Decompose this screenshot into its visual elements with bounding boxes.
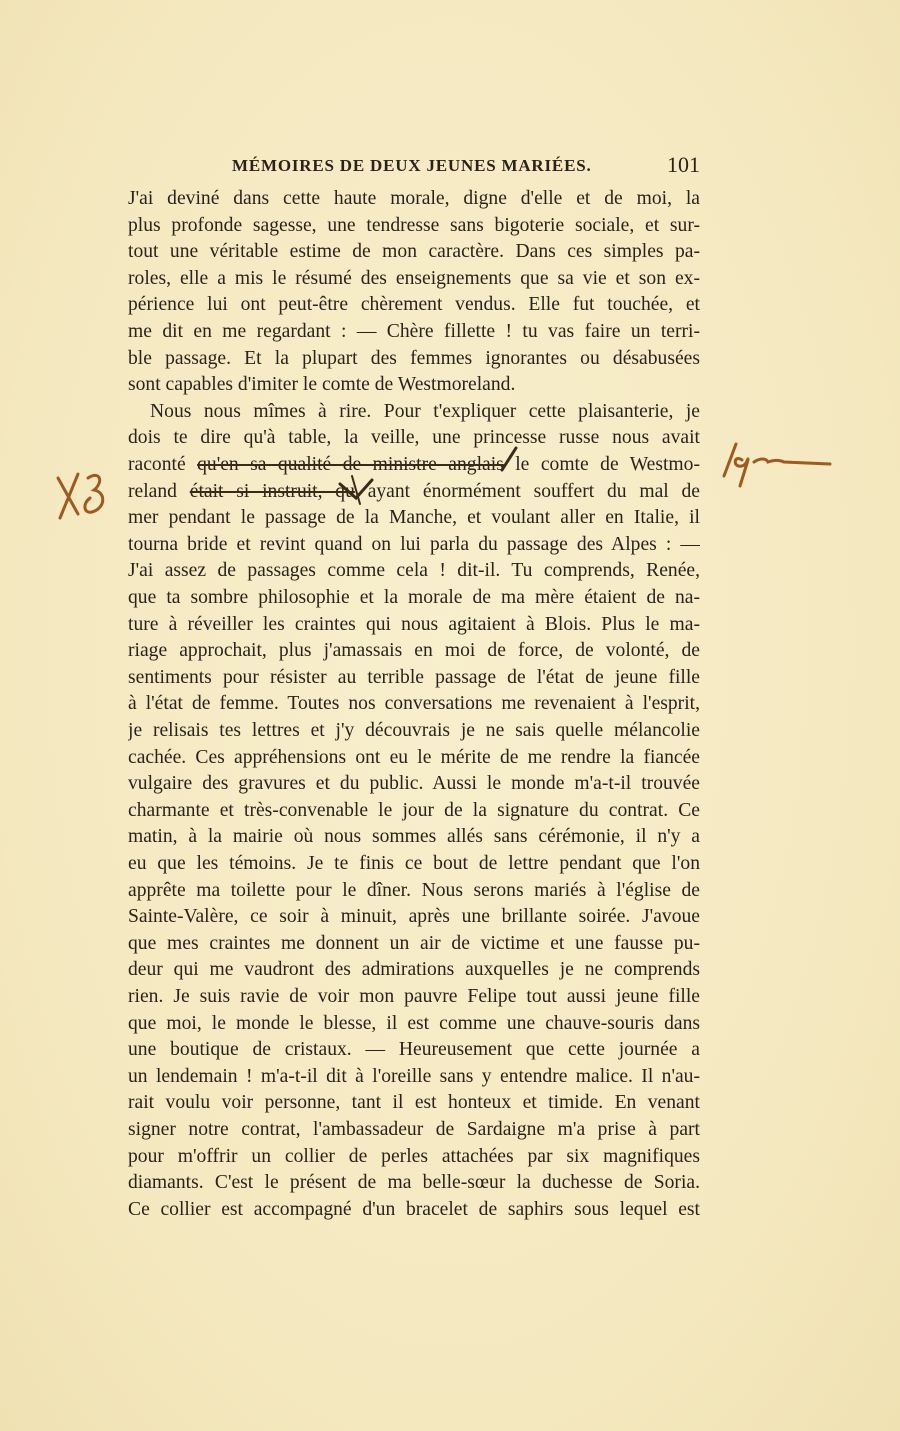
text-line: signer notre contrat, l'ambassadeur de Sardaigne m'a prise à part	[128, 1119, 700, 1140]
text-line: ture à réveiller les craintes qui nous agitaient à Blois. Plus le ma-	[128, 613, 700, 635]
text-line: deur qui me vaudront des admirations auxquelles je ne comprends	[128, 959, 700, 981]
text-line: un lendemain ! m'a-t-il dit à l'oreille sans y entendre malice. Il n'au-	[128, 1065, 700, 1087]
text-line: J'ai assez de passages comme cela ! dit-il. Tu comprends, Renée,	[128, 560, 700, 582]
text-line: Sainte-Valère, ce soir à minuit, après une brillante soirée. J'avoue	[128, 906, 700, 928]
text-line: une boutique de cristaux. — Heureusement que cette journée a	[128, 1039, 700, 1061]
struck-through-text: était si instruit, qu	[189, 480, 355, 502]
text-line: rien. Je suis ravie de voir mon pauvre Felipe tout aussi jeune fille	[128, 986, 700, 1007]
caret-mark-icon	[336, 474, 376, 508]
insertion-mark-icon	[494, 446, 524, 472]
text-line: pour m'offrir un collier de perles attachées par six magnifiques	[128, 1145, 700, 1167]
text-line: matin, à la mairie où nous sommes allés sans cérémonie, il n'y a	[128, 826, 700, 848]
text-line: vulgaire des gravures et du public. Aussi le monde m'a-t-il trouvée	[128, 773, 700, 795]
text-line	[128, 479, 700, 505]
margin-mark-right-icon	[718, 436, 838, 490]
text-line: riage approchait, plus j'amassais en moi de force, de volonté, de	[128, 640, 700, 662]
text-line: me dit en me regardant : — Chère fillette ! tu vas faire un terri-	[128, 321, 700, 342]
line-text: reland	[128, 480, 190, 502]
text-line: charmante et très-convenable le jour de la signature du contrat. Ce	[128, 799, 700, 821]
text-line: plus profonde sagesse, une tendresse sans bigoterie sociale, et sur-	[128, 214, 700, 236]
text-line: dois te dire qu'à table, la veille, une princesse russe nous avait	[128, 427, 700, 449]
text-line: ble passage. Et la plupart des femmes ignorantes ou désabusées	[128, 347, 700, 369]
text-line: Ce collier est accompagné d'un bracelet de saphirs sous lequel est	[128, 1198, 700, 1220]
text-line: Nous nous mîmes à rire. Pour t'expliquer cette plaisanterie, je	[150, 400, 700, 422]
text-line: que mes craintes me donnent un air de victime et une fausse pu-	[128, 932, 700, 954]
line-text: ayant énormément souffert du mal de	[354, 480, 700, 502]
text-line: sentiments pour résister au terrible passage de l'état de jeune fille	[128, 666, 700, 688]
text-line: je relisais tes lettres et j'y découvrais je ne sais quelle mélancolie	[128, 720, 700, 741]
text-line: eu que les témoins. Je te finis ce bout de lettre pendant que l'on	[128, 853, 700, 874]
text-line: roles, elle a mis le résumé des enseignements que sa vie et son ex-	[128, 267, 700, 289]
text-line: mer pendant le passage de la Manche, et voulant aller en Italie, il	[128, 507, 700, 529]
struck-through-text: qu'en sa qualité de ministre anglais	[197, 454, 504, 475]
text-line: diamants. C'est le présent de ma belle-sœur la duchesse de Soria.	[128, 1172, 700, 1194]
margin-mark-left-icon	[52, 468, 112, 526]
text-line: tourna bride et revint quand on lui parla du passage des Alpes : —	[128, 533, 700, 555]
text-line: apprête ma toilette pour le dîner. Nous serons mariés à l'église de	[128, 879, 700, 901]
text-line: que moi, le monde le blesse, il est comme une chauve-souris dans	[128, 1012, 700, 1034]
line-text: raconté	[128, 454, 198, 475]
text-line: sont capables d'imiter le comte de Westmoreland.	[128, 374, 516, 396]
text-line: périence lui ont peut-être chèrement vendus. Elle fut touchée, et	[128, 294, 700, 316]
text-line: tout une véritable estime de mon caractère. Dans ces simples pa-	[128, 241, 700, 263]
running-title: MÉMOIRES DE DEUX JEUNES MARIÉES.	[232, 156, 592, 175]
text-line: cachée. Ces appréhensions ont eu le mérite de me rendre la fiancée	[128, 746, 700, 768]
line-text: le comte de Westmo-	[503, 454, 700, 475]
text-line: que ta sombre philosophie et la morale de ma mère étaient de na-	[128, 587, 700, 608]
text-line: rait voulu voir personne, tant il est honteux et timide. En venant	[128, 1092, 700, 1114]
running-header	[232, 152, 700, 180]
text-line	[128, 452, 700, 478]
page-number: 101	[667, 152, 700, 177]
text-line: J'ai deviné dans cette haute morale, digne d'elle et de moi, la	[128, 188, 700, 209]
text-line: à l'état de femme. Toutes nos conversations me revenaient à l'esprit,	[128, 693, 700, 715]
